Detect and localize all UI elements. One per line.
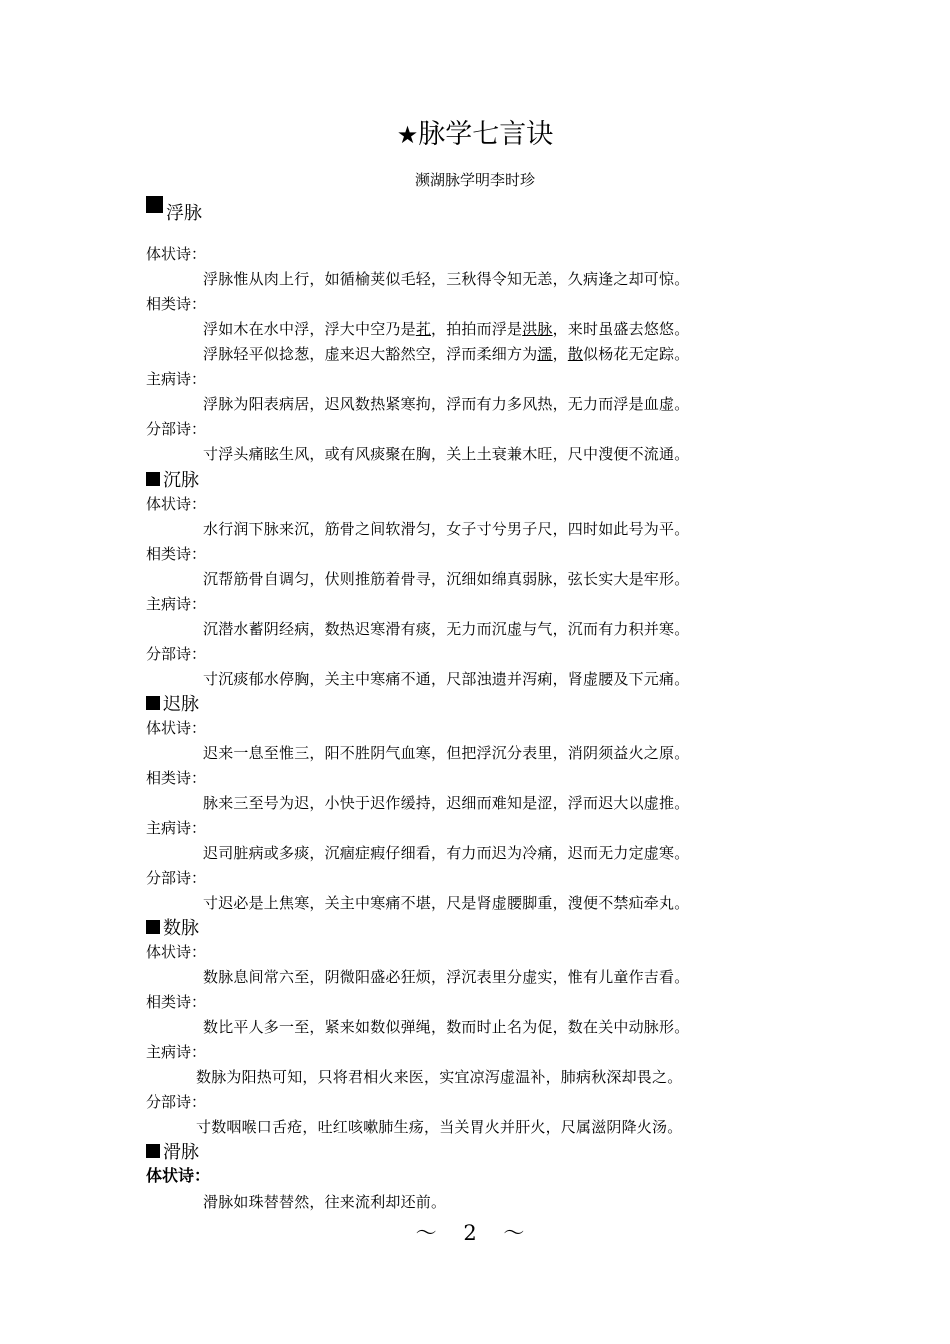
- page-subtitle: 濒湖脉学明李时珍: [414, 171, 535, 189]
- page-title: [0, 112, 950, 151]
- label-zhubing: 主病诗：: [146, 370, 207, 388]
- verse-line: 浮脉轻平似捻葱，虚来迟大豁然空，浮而柔细方为濡，散似杨花无定踪。: [203, 345, 690, 363]
- section-heading-hua: 滑脉: [146, 1138, 199, 1164]
- label-zhubing: 主病诗：: [146, 819, 207, 837]
- verse-line: 寸迟必是上焦寒，关主中寒痛不堪，尺是肾虚腰脚重，溲便不禁疝牵丸。: [203, 894, 690, 912]
- underlined-term: 洪脉: [522, 320, 553, 338]
- verse-line: 水行润下脉来沉，筋骨之间软滑匀，女子寸兮男子尺，四时如此号为平。: [203, 520, 690, 538]
- section-heading-shu: 数脉: [146, 914, 199, 940]
- label-tizhuang: 体状诗：: [146, 719, 207, 737]
- verse-line: 寸数咽喉口舌疮，吐红咳嗽肺生疡，当关胃火并肝火，尺属滋阴降火汤。: [196, 1118, 683, 1136]
- section-heading-chi: 迟脉: [146, 690, 199, 716]
- underlined-term: 散: [567, 345, 584, 363]
- verse-line: 浮脉惟从肉上行，如循榆荚似毛轻，三秋得令知无恙，久病逢之却可惊。: [203, 270, 690, 288]
- square-bullet-icon: [146, 196, 163, 213]
- page-title-text: 脉学七言诀: [418, 119, 554, 150]
- verse-line: 数脉为阳热可知，只将君相火来医，实宜凉泻虚温补，肺病秋深却畏之。: [196, 1068, 683, 1086]
- verse-line: 浮脉为阳表病居，迟风数热紧寒拘，浮而有力多风热，无力而浮是血虚。: [203, 395, 690, 413]
- verse-line: 数比平人多一至，紧来如数似弹绳，数而时止名为促，数在关中动脉形。: [203, 1018, 690, 1036]
- label-xianglei: 相类诗：: [146, 993, 207, 1011]
- label-tizhuang: 体状诗：: [146, 245, 207, 263]
- verse-line: 寸浮头痛眩生风，或有风痰聚在胸，关上土衰兼木旺，尺中溲便不流通。: [203, 445, 690, 463]
- underlined-term: 芤: [415, 320, 432, 338]
- label-xianglei: 相类诗：: [146, 769, 207, 787]
- label-fenbu: 分部诗：: [146, 1093, 207, 1111]
- verse-line: 数脉息间常六至，阴微阳盛必狂烦，浮沉表里分虚实，惟有儿童作吉看。: [203, 968, 690, 986]
- verse-line: 脉来三至号为迟，小快于迟作缓持，迟细而难知是涩，浮而迟大以虚推。: [203, 794, 690, 812]
- label-fenbu: 分部诗：: [146, 869, 207, 887]
- verse-line: 迟来一息至惟三，阳不胜阴气血寒，但把浮沉分表里，消阴须益火之原。: [203, 744, 690, 762]
- star-icon: ★: [396, 121, 419, 149]
- verse-line: 沉潜水蓄阴经病，数热迟寒滑有痰，无力而沉虚与气，沉而有力积并寒。: [203, 620, 690, 638]
- section-heading-chen: 沉脉: [146, 466, 199, 492]
- verse-line: 滑脉如珠替替然，往来流利却还前。: [203, 1193, 447, 1211]
- verse-line: 寸沉痰郁水停胸，关主中寒痛不通，尺部浊遗并泻痢，肾虚腰及下元痛。: [203, 670, 690, 688]
- label-fenbu: 分部诗：: [146, 645, 207, 663]
- verse-line: 浮如木在水中浮，浮大中空乃是芤，拍拍而浮是洪脉，来时虽盛去悠悠。: [203, 320, 690, 338]
- label-zhubing: 主病诗：: [146, 595, 207, 613]
- square-bullet-icon: [146, 920, 160, 934]
- verse-line: 迟司脏病或多痰，沉痼症瘕仔细看，有力而迟为冷痛，迟而无力定虚寒。: [203, 844, 690, 862]
- underlined-term: 濡: [537, 345, 553, 363]
- label-xianglei: 相类诗：: [146, 295, 207, 313]
- square-bullet-icon: [146, 472, 160, 486]
- label-tizhuang: 体状诗：: [146, 495, 207, 513]
- label-tizhuang: 体状诗：: [146, 1166, 211, 1185]
- page-number: ～ 2 ～: [415, 1221, 535, 1245]
- label-xianglei: 相类诗：: [146, 545, 207, 563]
- label-zhubing: 主病诗：: [146, 1043, 207, 1061]
- label-fenbu: 分部诗：: [146, 420, 207, 438]
- square-bullet-icon: [146, 696, 160, 710]
- label-tizhuang: 体状诗：: [146, 943, 207, 961]
- square-bullet-icon: [146, 1144, 160, 1158]
- section-heading-fu: 浮脉: [146, 196, 202, 225]
- verse-line: 沉帮筋骨自调匀，伏则推筋着骨寻，沉细如绵真弱脉，弦长实大是牢形。: [203, 570, 690, 588]
